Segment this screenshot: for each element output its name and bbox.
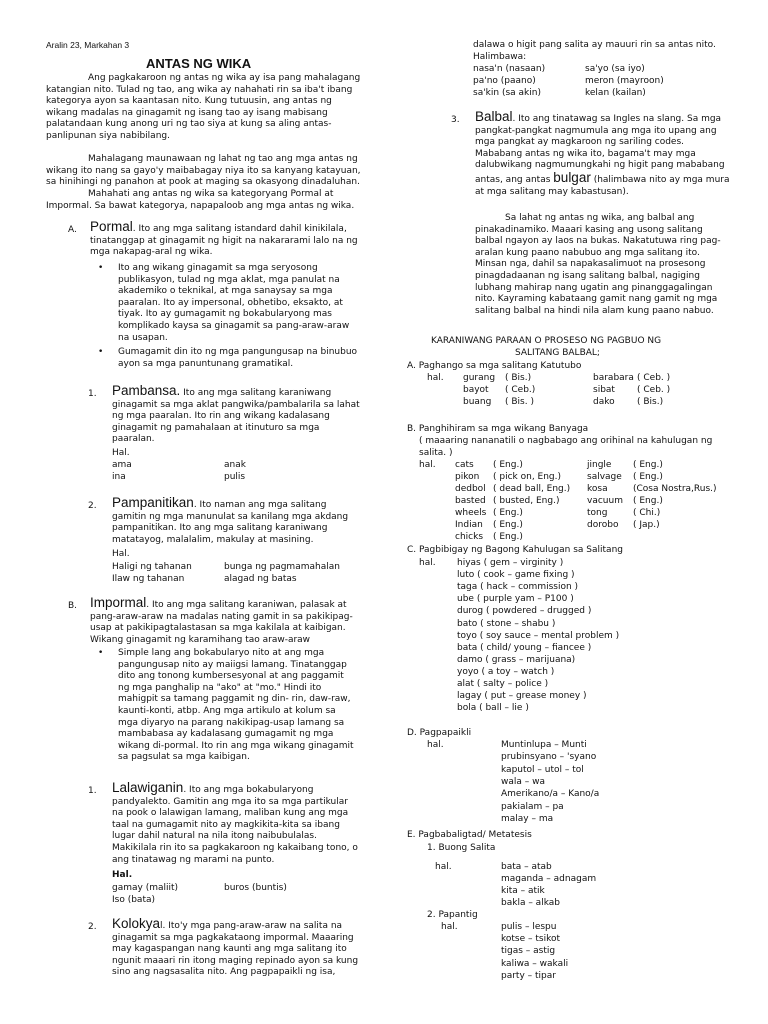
section-a-origin: ( Ceb.) [505,385,536,395]
balbal-desc2: (halimbawa nito ay mga mura at mga salitang may kabastusan). [475,174,730,197]
section-b-word: dorobo [587,520,619,530]
section-a-word: barabara [593,373,634,383]
section-b-origin: (Cosa Nostra,Rus.) [633,484,717,494]
pampanitikan-ex-1a: Haligi ng tahanan [112,562,192,572]
pambansa-ex-2a: ina [112,472,126,482]
section-d-item: pakialam – pa [501,801,564,812]
section-a-word: gurang [463,373,496,383]
intro-paragraph-2: Mahalagang maunawaan ng lahat ng tao ang mga antas ng wikang ito nang sa gayo'y maibabagay niya ito sa kanyang katayuan, sa hinihingi ng panahon at pook at maging sa okasyong dinadaluhan. [46,154,361,188]
section-b-origin: ( Eng.) [493,508,523,518]
cont-ex-1b: sa'yo (sa iyo) [585,64,645,74]
lalawiganin-section [112,782,360,866]
section-e-sub2: 2. Papantig [427,910,478,920]
section-d-item: kaputol – utol – tol [501,764,584,775]
informal-section [90,597,364,646]
pambansa-term: Pambansa. [112,383,181,398]
section-a-word: bayot [463,385,489,395]
section-b-origin: ( Eng.) [633,496,663,506]
section-b-word: basted [455,496,486,506]
process-heading-1: KARANIWANG PARAAN O PROSESO NG PAGBUO NG [431,336,662,346]
section-a-origin: ( Ceb. ) [637,373,671,383]
pambansa-ex-1a: ama [112,460,132,470]
section-c-item: bola ( ball – lie ) [457,703,529,714]
section-b-origin: ( Eng.) [633,460,663,470]
lalawiganin-ex-2a: Iso (bata) [112,895,156,905]
section-b-hal: hal. [419,460,436,470]
section-e-hal-2: hal. [441,922,458,932]
process-heading-2: SALITANG BALBAL; [515,348,600,358]
section-b-origin: ( Jap.) [633,520,660,530]
section-a-word: dako [593,397,615,407]
balbal-paragraph: Sa lahat ng antas ng wika, ang balbal ang pinakadinamiko. Maaari kasing ang usong salitang balbal ngayon ay laos na bukas. Nakatutuwa ring pag-aralan kung paano nabubuo ang mga salitang ito. Minsan nga, dahil sa napakasalimuot na prosesong pinagdadaanan ng isang salitang balbal, nagiging lubhang mahirap nang ugatin ang pinanggagalingan nito. Kayraming kabataang gamit nang gamit ng mga salitang balbal na hindi nila alam kung paano nabuo. [475,213,721,316]
section-b-word: wheels [455,508,487,518]
lalawiganin-hal: Hal. [112,870,133,880]
section-a-origin: ( Bis.) [637,397,664,407]
section-a-origin: ( Bis.) [505,373,532,383]
section-c-item: damo ( grass – marijuana) [457,654,576,665]
section-a-hal: hal. [427,373,444,383]
section-b-word: jingle [587,460,612,470]
section-b-origin: ( Chi.) [633,508,661,518]
section-e-item: kotse – tsikot [501,934,561,945]
cont-text: dalawa o higit pang salita ay mauuri rin sa antas nito. [473,40,716,50]
pambansa-hal: Hal. [112,448,130,458]
section-c-item: hiyas ( gem – virginity ) [457,558,564,568]
lalawiganin-term: Lalawiganin [112,780,184,795]
section-e-item: bata – atab [501,862,552,872]
section-e-item: bakla – alkab [501,898,560,908]
cont-ex-2a: pa'no (paano) [473,76,536,86]
cont-ex-3a: sa'kin (sa akin) [473,88,541,98]
pampanitikan-desc: . Ito naman ang mga salitang gamitin ng mga manunulat sa kanilang mga akdang pampanitikan. Ito ang mga salitang karaniwang matatayog, malalalim, makulay at masining. [112,500,349,545]
section-b-label: B. Panghihiram sa mga wikang Banyaga [407,424,589,434]
kolokyal-num: 2. [88,922,97,932]
section-e-item: party – tipar [501,970,556,981]
lalawiganin-ex-1b: buros (buntis) [224,883,287,893]
formal-desc: . Ito ang mga salitang istandard dahil kinikilala, tinatanggap at ginagamit ng higit na nakararami lalo na ng mga nakapag-aral ng wika. [90,224,358,258]
pambansa-ex-1b: anak [224,460,246,470]
section-e-item: maganda – adnagam [501,874,597,884]
section-c-item: toyo ( soy sauce – mental problem ) [457,630,620,641]
section-c-item: taga ( hack – commission ) [457,582,579,593]
section-c-item: bata ( child/ young – fiancee ) [457,642,592,653]
section-d-item: Muntinlupa – Munti [501,740,587,750]
cont-ex-2b: meron (mayroon) [585,76,664,86]
informal-letter: B. [68,601,78,611]
cont-ex-3b: kelan (kailan) [585,88,646,98]
intro-paragraph-1: Ang pagkakaroon ng antas ng wika ay isa pang mahalagang katangian nito. Tulad ng tao, ang wika ay nahahati rin sa iba't ibang kategorya ayon sa kaantasan nito. Kung tutuusin, ang antas ng wikang madalas na ginagamit ng isang tao ay isang mabisang palatandaan kung anong uri ng tao siya at kung sa aling antas-panlipunan siya nabibilang. [46,73,361,141]
pampanitikan-hal: Hal. [112,549,130,559]
section-b-sub: ( maaaring nananatili o nagbabago ang orihinal na kahulugan ng salita. ) [419,436,713,458]
informal-bullet: • Simple lang ang bokabularyo nito at ang mga pangungusap nito ay maiigsi lamang. Tinatanggap dito ang tonong kumbersesyonal at ang paggamit ng mga panghalip na "ako" at "mo." Hindi ito mahigpit sa tamang paggamit ng din- rin, daw-raw, kaunti-konti, atbp. Ang mga artikulo at kolum sa mga diyaryo na parang nakikipag-usap lamang sa mambabasa ay kadalasang gumagamit ng mga wikang di-pormal. Ito rin ang mga wikang ginagamit sa pagsulat sa mga kaibigan. [118,648,358,764]
lalawiganin-ex-1a: gamay (maliit) [112,883,179,893]
section-d-item: wala – wa [501,776,545,787]
section-c-item: durog ( powdered – drugged ) [457,606,592,617]
pambansa-num: 1. [88,389,97,399]
section-e-item: pulis – lespu [501,922,557,932]
section-b-word: Indian [455,520,483,530]
section-b-origin: ( dead ball, Eng.) [493,484,571,494]
section-b-origin: ( pick on, Eng.) [493,472,562,482]
balbal-section [475,111,731,198]
section-b-word: tong [587,508,608,518]
section-b-word: kosa [587,484,608,494]
section-b-origin: ( Eng.) [633,472,663,482]
lalawiganin-num: 1. [88,786,97,796]
informal-desc: . Ito ang mga salitang karaniwan, palasak at pang-araw-araw na madalas nating gamit in sa pakikipag-usap at pakikipagtalastasan sa mga kakilala at kaibigan. Wikang ginagamit ng karamihang tao araw-araw [90,600,353,645]
pampanitikan-num: 2. [88,501,97,511]
page-title: ANTAS NG WIKA [146,56,252,71]
pambansa-section [112,385,360,446]
cont-ex-1a: nasa'n (nasaan) [473,64,546,74]
section-d-item: prubinsyano – 'syano [501,752,597,763]
section-b-origin: ( Eng.) [493,460,523,470]
section-e-item: kaliwa – wakali [501,958,569,969]
informal-term: Impormal [90,595,147,610]
section-c-item: bato ( stone – shabu ) [457,618,556,629]
section-d-hal: hal. [427,740,444,750]
lalawiganin-desc: . Ito ang mga bokabularyong pandyalekto. Gamitin ang mga ito sa mga partikular na pook o lalawigan lamang, maliban kung ang mga taal na gumagamit nito ay magkikita-kita sa ibang lugar dahil natural na nila itong naibubulalas. Makikilala rin ito sa pagkakaroon ng kakaibang tono, o ang tinatawag ng marami na punto. [112,785,358,865]
kolokyal-term: Kolokya [112,916,161,931]
section-a-word: sibat [593,385,615,395]
lesson-header: Aralin 23, Markahan 3 [46,40,130,50]
section-c-item: alat ( salty – police ) [457,679,549,689]
section-b-word: dedbol [455,484,486,494]
section-b-origin: ( busted, Eng.) [493,496,560,506]
section-c-label: C. Pagbibigay ng Bagong Kahulugan sa Salitang [407,545,623,555]
section-d-item: malay – ma [501,813,554,824]
pampanitikan-term: Pampanitikan [112,495,194,510]
pampanitikan-ex-2b: alagad ng batas [224,574,297,584]
section-e-item: kita – atik [501,886,545,896]
bulgar-term: bulgar [553,169,591,185]
section-b-word: vacuum [587,496,623,506]
section-c-hal: hal. [419,558,436,568]
section-e-item: tigas – astig [501,946,556,957]
pambansa-desc: Ito ang mga salitang karaniwang ginagamit sa mga aklat pangwika/pambalarila sa lahat ng mga paaralan. Ito rin ang wikang kadalasang ginagamit ng pamahalaan at itinuturo sa mga paaralan. [112,388,360,445]
section-a-origin: ( Bis. ) [505,397,534,407]
section-b-word: cats [455,460,474,470]
formal-letter: A. [68,225,77,235]
formal-bullet-2: • Gumagamit din ito ng mga pangungusap na binubuo ayon sa mga panuntunang gramatikal. [118,347,358,370]
section-b-word: salvage [587,472,622,482]
section-d-label: D. Pagpapaikli [407,728,472,738]
intro-paragraph-3: Mahahati ang antas ng wika sa kategoryang Pormal at Impormal. Sa bawat kategorya, napapaloob ang mga antas ng wika. [46,189,355,211]
section-e-hal-1: hal. [435,862,452,872]
balbal-term: Balbal [475,109,513,124]
section-d-item: Amerikano/a – Kano/a [501,789,600,800]
section-c-item: yoyo ( a toy – watch ) [457,666,555,677]
pambansa-ex-2b: pulis [224,472,246,482]
section-a-label: A. Paghango sa mga salitang Katutubo [407,361,582,371]
section-c-item: ube ( purple yam – P100 ) [457,594,574,605]
balbal-desc: . Ito ang tinatawag sa Ingles na slang. Sa mga pangkat-pangkat nagmumula ang mga ito upang ang mga pangkat ay magkaroon ng sariling codes. Mababang antas ng wika ito, bagama't may mga dalubwikang nagmumungkahi ng higit pang mababang antas, ang antas [475,114,725,185]
cont-halimbawa: Halimbawa: [473,52,527,62]
kolokyal-desc: l. Ito'y mga pang-araw-araw na salita na ginagamit sa mga pagkakataong impormal. Maaaring may kagaspangan nang kaunti ang mga salitang ito ngunit maaari rin itong maging repinado ayon sa kung sino ang nagsasalita nito. Ang pagpapaikli ng isa, [112,921,359,978]
section-c-item: luto ( cook – game fixing ) [457,570,575,581]
kolokyal-section [112,918,364,979]
section-e-sub1: 1. Buong Salita [427,843,496,853]
pampanitikan-ex-1b: bunga ng pagmamahalan [224,562,340,572]
formal-section [90,221,364,259]
section-b-origin: ( Eng.) [493,532,523,542]
section-b-origin: ( Eng.) [493,520,523,530]
section-a-word: buang [463,397,492,407]
section-e-label: E. Pagbabaligtad/ Metatesis [407,830,532,840]
pampanitikan-section [112,497,360,546]
section-b-word: pikon [455,472,480,482]
balbal-num: 3. [451,115,460,125]
section-a-origin: ( Ceb. ) [637,385,671,395]
formal-term: Pormal [90,219,133,234]
pampanitikan-ex-2a: Ilaw ng tahanan [112,574,185,584]
formal-bullet-1: • Ito ang wikang ginagamit sa mga seryosong publikasyon, tulad ng mga aklat, mga panulat na akademiko o teknikal, at mga sanaysay sa mga paaralan. Ito ay impersonal, obhetibo, eksakto, at tiyak. Ito ay gumagamit ng bokabularyong mas komplikado kaysa sa ginagamit sa pang-araw-araw na usapan. [118,263,358,344]
section-c-item: lagay ( put – grease money ) [457,691,587,702]
section-b-word: chicks [455,532,484,542]
